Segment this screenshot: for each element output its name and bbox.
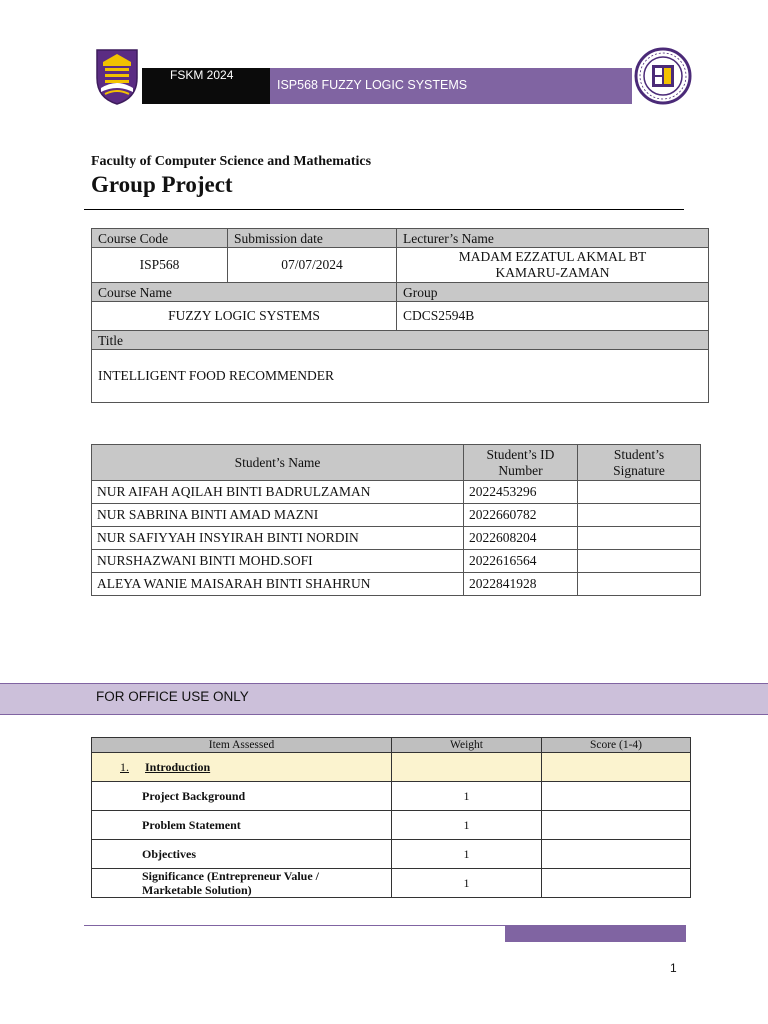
student-signature [578, 481, 701, 504]
faculty-year-text: FSKM 2024 [170, 68, 234, 82]
course-banner-text: ISP568 FUZZY LOGIC SYSTEMS [277, 78, 468, 92]
document-title: Group Project [91, 172, 233, 197]
course-banner [270, 68, 632, 104]
assessment-score [542, 811, 691, 840]
course-name-value: FUZZY LOGIC SYSTEMS [92, 302, 397, 331]
table-row [92, 573, 701, 596]
student-name-header: Student’s Name [92, 445, 464, 481]
table-row [92, 811, 691, 840]
student-id-header-line2: Number [498, 462, 543, 478]
student-signature [578, 550, 701, 573]
table-row [92, 527, 701, 550]
student-id: 2022608204 [464, 527, 578, 550]
page-number: 1 [670, 961, 677, 975]
student-id: 2022616564 [464, 550, 578, 573]
assessment-table [91, 737, 691, 898]
student-name: NUR SAFIYYAH INSYIRAH BINTI NORDIN [92, 527, 464, 550]
student-id: 2022841928 [464, 573, 578, 596]
assessment-score [542, 840, 691, 869]
section-title [92, 753, 392, 782]
assessment-item: Project Background [92, 782, 392, 811]
section-score [542, 753, 691, 782]
student-signature [578, 527, 701, 550]
section-number: 1. [120, 759, 129, 774]
course-name-label: Course Name [92, 283, 397, 302]
student-id: 2022453296 [464, 481, 578, 504]
student-name: NUR SABRINA BINTI AMAD MAZNI [92, 504, 464, 527]
table-row [92, 504, 701, 527]
assessment-weight: 1 [392, 869, 542, 898]
score-header: Score (1-4) [542, 738, 691, 753]
assessment-weight: 1 [392, 840, 542, 869]
section-row [92, 753, 691, 782]
submission-date-label: Submission date [228, 229, 397, 248]
group-value: CDCS2594B [397, 302, 709, 331]
group-label: Group [397, 283, 709, 302]
assessment-item-line2: Marketable Solution) [142, 883, 252, 897]
student-id-header-line1: Student’s ID [486, 446, 555, 462]
submission-date-value: 07/07/2024 [228, 248, 397, 283]
weight-header: Weight [392, 738, 542, 753]
assessment-item [92, 869, 392, 898]
course-code-label: Course Code [92, 229, 228, 248]
assessment-item: Problem Statement [92, 811, 392, 840]
office-use-label: FOR OFFICE USE ONLY [96, 689, 249, 704]
students-table [91, 444, 701, 596]
title-label: Title [92, 331, 709, 350]
student-signature [578, 573, 701, 596]
lecturer-name-line1: MADAM EZZATUL AKMAL BT [458, 249, 647, 264]
student-id: 2022660782 [464, 504, 578, 527]
section-title-text: Introduction [145, 759, 211, 774]
faculty-year-tag [142, 68, 270, 104]
student-id-header [464, 445, 578, 481]
title-divider [84, 209, 684, 210]
student-name: NUR AIFAH AQILAH BINTI BADRULZAMAN [92, 481, 464, 504]
assessment-item: Objectives [92, 840, 392, 869]
assessment-item-line1: Significance (Entrepreneur Value / [142, 869, 320, 883]
item-assessed-header: Item Assessed [92, 738, 392, 753]
student-name: NURSHAZWANI BINTI MOHD.SOFI [92, 550, 464, 573]
student-signature [578, 504, 701, 527]
lecturer-label: Lecturer’s Name [397, 229, 709, 248]
project-title-value: INTELLIGENT FOOD RECOMMENDER [92, 350, 709, 403]
table-row [92, 550, 701, 573]
assessment-weight: 1 [392, 782, 542, 811]
student-signature-header [578, 445, 701, 481]
student-name: ALEYA WANIE MAISARAH BINTI SHAHRUN [92, 573, 464, 596]
lecturer-name-value [397, 248, 709, 283]
student-signature-header-line2: Signature [613, 462, 665, 478]
table-row [92, 481, 701, 504]
footer-accent-bar [505, 926, 686, 942]
assessment-score [542, 782, 691, 811]
faculty-name: Faculty of Computer Science and Mathematics [91, 154, 372, 169]
table-row [92, 869, 691, 898]
course-info-table [91, 228, 709, 403]
section-weight [392, 753, 542, 782]
assessment-weight: 1 [392, 811, 542, 840]
lecturer-name-line2: KAMARU-ZAMAN [495, 265, 610, 280]
course-code-value: ISP568 [92, 248, 228, 283]
table-row [92, 782, 691, 811]
student-signature-header-line1: Student’s [613, 446, 665, 462]
university-crest-logo [95, 48, 139, 106]
assessment-score [542, 869, 691, 898]
table-row [92, 840, 691, 869]
faculty-seal-logo [634, 47, 692, 105]
